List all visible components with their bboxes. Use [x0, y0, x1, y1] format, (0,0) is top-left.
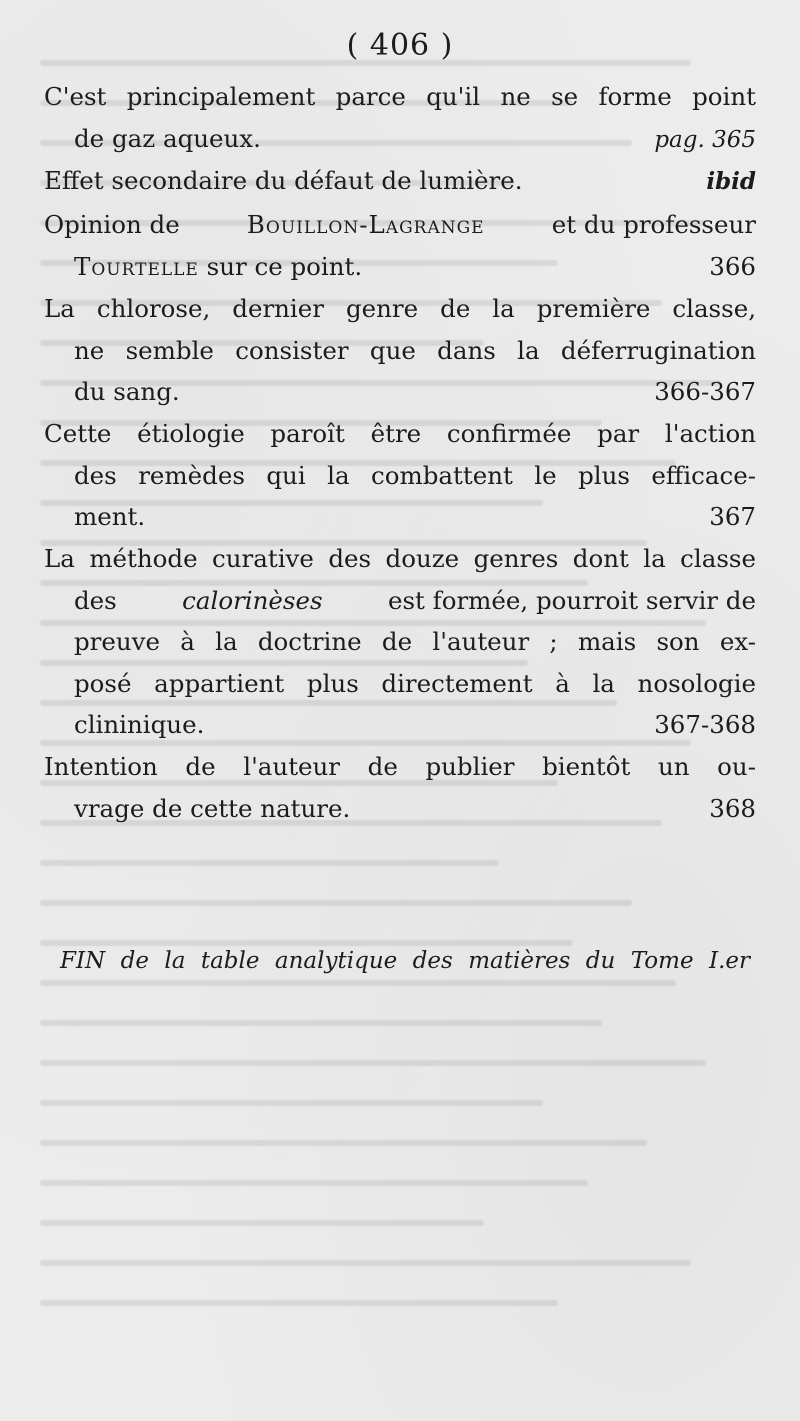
entry-text: vrage de cette nature. — [74, 793, 351, 823]
index-entry — [44, 538, 756, 746]
entry-line: La chlorose, dernier genre de la première classe, — [44, 294, 756, 323]
index-entry — [44, 160, 756, 202]
entry-line — [44, 246, 756, 288]
entry-line — [44, 788, 756, 830]
entry-text-part: Opinion de — [44, 210, 188, 239]
entry-line: Cette étiologie paroît être confirmée par l'action — [44, 419, 756, 448]
entry-text: ment. — [74, 502, 146, 532]
author-name: Bouillon-Lagrange — [246, 210, 485, 239]
page-reference: 366 — [709, 251, 756, 281]
entry-line: des remèdes qui la combattent le plus efficace- — [74, 460, 756, 490]
entry-text-part: des — [74, 585, 125, 615]
page-reference: 366-367 — [654, 377, 756, 407]
entry-line — [44, 580, 756, 622]
entry-text-group — [74, 246, 362, 288]
page-reference: pag. 365 — [654, 126, 756, 153]
italic-term: calorinèses — [182, 585, 323, 615]
entry-line: preuve à la doctrine de l'auteur ; mais son ex- — [74, 627, 756, 657]
page-reference: 368 — [709, 793, 756, 823]
entry-line: C'est principalement parce qu'il ne se forme point — [44, 82, 756, 111]
entry-line — [44, 704, 756, 746]
entry-text: Effet secondaire du défaut de lumière. — [44, 166, 523, 195]
entry-text: du sang. — [74, 377, 180, 407]
entry-line — [44, 204, 756, 246]
entry-text: de gaz aqueux. — [74, 123, 261, 153]
index-entry — [44, 746, 756, 829]
entry-text: clininique. — [74, 710, 205, 740]
index-entry — [44, 204, 756, 287]
page-number: ( 406 ) — [346, 28, 454, 63]
entry-line — [44, 371, 756, 413]
entry-line — [44, 160, 756, 202]
entry-line: posé appartient plus directement à la nosologie — [74, 668, 756, 698]
entry-text-part: est formée, pourroit servir de — [380, 585, 756, 615]
page-reference: 367 — [709, 502, 756, 532]
entry-line — [44, 118, 756, 160]
author-name: Tourtelle — [74, 251, 199, 281]
entry-line: La méthode curative des douze genres dont la classe — [44, 544, 756, 573]
entry-line: Intention de l'auteur de publier bientôt un ou- — [44, 752, 756, 781]
entry-text-part: et du professeur — [543, 210, 756, 239]
end-of-table-note: FIN de la table analytique des matières du Tome I.er — [60, 948, 750, 974]
page-reference: 367-368 — [654, 710, 756, 740]
index-entry — [44, 76, 756, 159]
index-entry — [44, 288, 756, 413]
entry-text-part: sur ce point. — [198, 251, 363, 281]
page-reference: ibid — [706, 168, 756, 195]
index-entry — [44, 413, 756, 538]
entry-line: ne semble consister que dans la déferrugination — [74, 335, 756, 365]
entry-line — [44, 496, 756, 538]
